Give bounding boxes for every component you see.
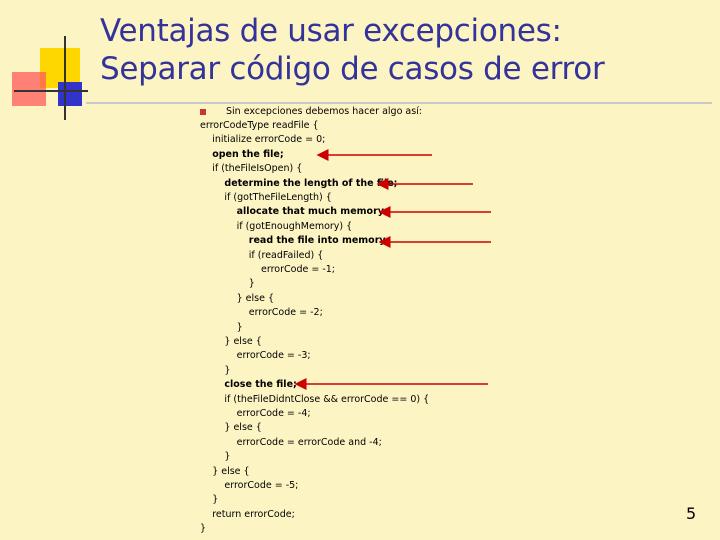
code-line: if (theFileIsOpen) {	[212, 163, 303, 175]
intro-text: Sin excepciones debemos hacer algo así:	[226, 106, 423, 117]
code-line: determine the length of the file;	[224, 177, 398, 189]
code-line: if (readFailed) {	[248, 249, 324, 261]
code-line: return errorCode;	[212, 508, 295, 520]
code-line: errorCode = -3;	[236, 350, 311, 362]
code-line: }	[224, 364, 231, 376]
code-line: }	[248, 278, 255, 290]
code-line: } else {	[236, 292, 274, 304]
slide-title-line-2: Separar código de casos de error	[100, 51, 605, 87]
code-line: errorCode = -1;	[261, 264, 335, 275]
code-line: } else {	[224, 422, 262, 434]
code-line: }	[212, 494, 219, 506]
slide-title-line-1: Ventajas de usar excepciones:	[100, 13, 562, 49]
code-line: } else {	[212, 465, 250, 477]
code-line: } else {	[224, 336, 262, 347]
code-line: allocate that much memory;	[236, 206, 388, 218]
code-line: close the file;	[224, 379, 297, 391]
code-line: errorCode = errorCode and -4;	[236, 436, 382, 448]
code-line: errorCode = -2;	[248, 307, 323, 319]
code-line: }	[200, 523, 207, 535]
page-number: 5	[686, 504, 697, 523]
code-line: initialize errorCode = 0;	[212, 134, 326, 146]
code-line: if (gotTheFileLength) {	[224, 192, 332, 203]
code-line: }	[236, 321, 243, 333]
code-line: if (theFileDidntClose && errorCode == 0) {	[224, 393, 430, 405]
code-line: open the file;	[212, 148, 284, 160]
code-line: if (gotEnoughMemory) {	[236, 220, 353, 232]
code-line: errorCode = -4;	[236, 408, 311, 419]
code-line: read the file into memory;	[248, 235, 390, 247]
code-line: }	[224, 451, 231, 463]
code-line: errorCode = -5;	[224, 480, 299, 491]
code-line: errorCodeType readFile {	[200, 120, 319, 131]
